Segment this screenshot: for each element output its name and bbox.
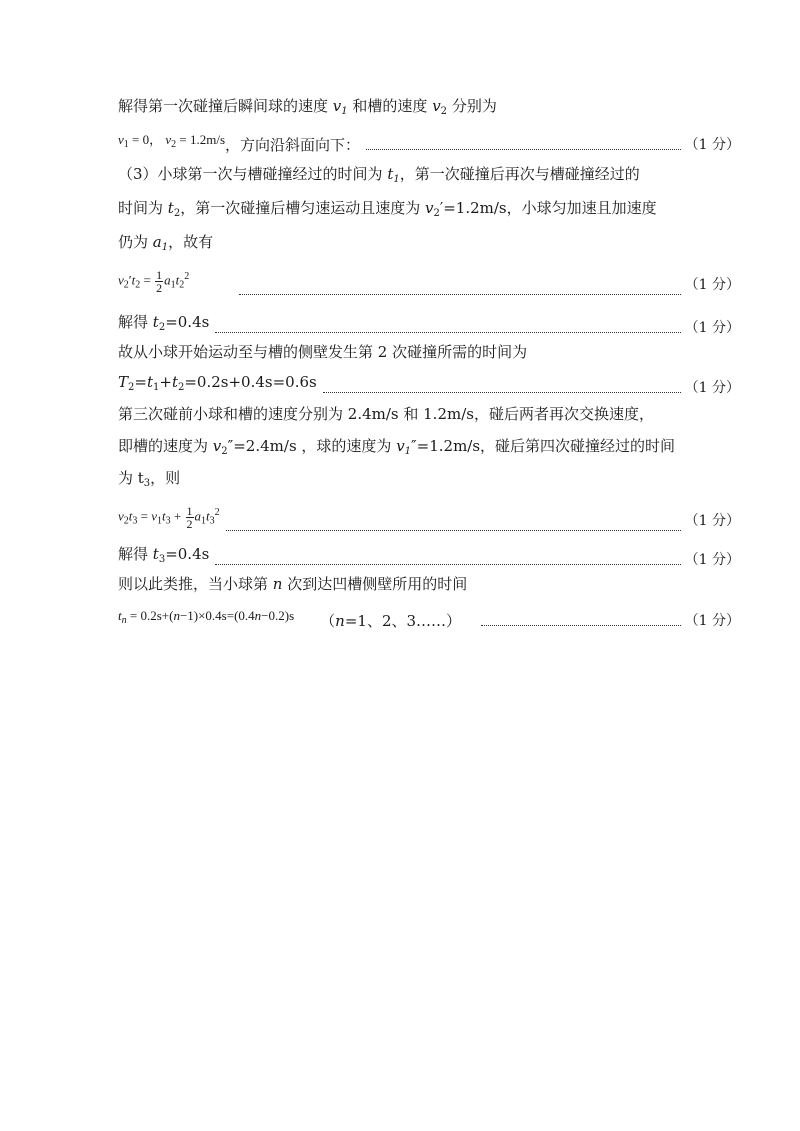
equation-line-t3 — [118, 498, 740, 536]
equation-v2t2: $v_2't_2$ = $\frac{1}{2}$ $a_1t_2^2$ — [118, 267, 190, 295]
dot-leader — [481, 625, 681, 626]
dot-leader — [226, 530, 681, 531]
dot-leader — [323, 392, 681, 393]
result-line-tn — [118, 606, 740, 631]
score-label: （1 分） — [684, 613, 740, 629]
dot-leader — [215, 332, 680, 333]
fraction-half: $\frac{1}{2}$ — [156, 267, 163, 295]
result-line-t3 — [118, 544, 740, 570]
score-label: （1 分） — [684, 552, 740, 568]
result-line-velocities — [118, 130, 740, 155]
fraction-half: $\frac{1}{2}$ — [186, 503, 193, 531]
score-label: （1 分） — [684, 380, 740, 396]
equation-v1-v2: $v_1 = 0$， $v_2 = 1.2m/s$ — [118, 132, 226, 150]
equation-v2t3: $v_2t_3 = v_1t_3$ + $\frac{1}{2}$ $a_1t_3^2$ — [118, 503, 220, 531]
text-line-3: （3）小球第一次与槽碰撞经过的时间为 $t_1$，第一次碰撞后再次与槽碰撞经过的 — [118, 165, 640, 185]
result-line-T2 — [118, 372, 740, 398]
equation-tn: $t_n = 0.2s+(n-1)\times 0.4s=(0.4n-0.2)s$ — [118, 608, 295, 626]
score-label: （1 分） — [684, 513, 740, 530]
t2-result: 解得 $t_2=0.4s$ — [118, 313, 210, 333]
text-line-15: 则以此类推，当小球第 n 次到达凹槽侧壁所用的时间 — [118, 575, 468, 593]
text-line-5: 仍为 $a_1$，故有 — [118, 233, 214, 253]
text-line-4: 时间为 $t_2$，第一次碰撞后槽匀速运动且速度为 $v_2'=1.2m/s$，小球匀加速且加速度 — [118, 199, 657, 219]
T2-result: $T_2=t_1+t_2=0.2s+0.4s=0.6s$ — [118, 373, 317, 393]
dot-leader — [239, 294, 680, 295]
score-label: （1 分） — [684, 137, 740, 153]
text-line-11: 即槽的速度为 $v_2''=2.4m/s$ ，球的速度为 $v_1''=1.2m/s$，碰后第四次碰撞经过的时间 — [118, 437, 676, 457]
direction-text: ，方向沿斜面向下： — [225, 136, 361, 154]
text-line-12: 为 $t_3$，则 — [118, 469, 181, 489]
score-label: （1 分） — [684, 277, 740, 294]
equation-line-t2 — [118, 262, 740, 300]
text-line-1: 解得第一次碰撞后瞬间球的速度 $v_1$ 和槽的速度 $v_2$ 分别为 — [118, 97, 497, 117]
result-line-t2 — [118, 312, 740, 338]
t3-result: 解得 $t_3=0.4s$ — [118, 545, 210, 565]
score-label: （1 分） — [684, 320, 740, 336]
dot-leader — [366, 149, 681, 150]
text-line-10: 第三次碰前小球和槽的速度分别为 2.4m/s 和 1.2m/s，碰后两者再次交换速度， — [118, 405, 654, 423]
n-condition: （n=1、2、3……） — [320, 612, 462, 630]
text-line-8: 故从小球开始运动至与槽的侧壁发生第 2 次碰撞所需的时间为 — [118, 343, 528, 361]
dot-leader — [215, 564, 680, 565]
